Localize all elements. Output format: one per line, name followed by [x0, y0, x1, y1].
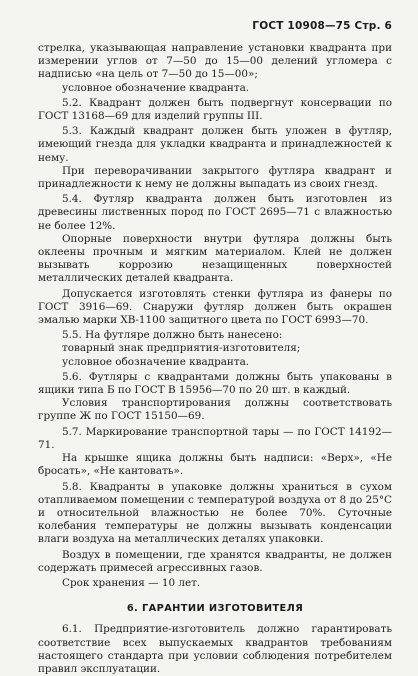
paragraph: На крышке ящика должны быть надписи: «Верх», «Не бросать», «Не кантовать». [38, 452, 392, 478]
paragraph: Опорные поверхности внутри футляра должны быть оклеены прочным и мягким материалом. Клей не должен вызывать коррозию незащищенных поверхностей металлических деталей квадранта. [38, 232, 392, 285]
paragraph: условное обозначение квадранта. [62, 355, 250, 368]
paragraph: 5.5. На футляре должно быть нанесено: [62, 329, 283, 342]
paragraph: 5.3. Каждый квадрант должен быть уложен в футляр, имеющий гнезда для укладки квадранта и принадлежностей к нему. [38, 125, 392, 164]
paragraph: стрелка, указывающая направление установки квадранта при измерении углов от 7—50 до 15—00 делений угломера с надписью «на цель от 7—50 до 15—00»; [38, 42, 392, 81]
paragraph: условное обозначение квадранта. [62, 81, 250, 94]
paragraph: 5.4. Футляр квадранта должен быть изготовлен из древесины лиственных пород по ГОСТ 2695—71 с влажностью не более 12%. [38, 193, 392, 232]
document-body [38, 42, 392, 676]
paragraph: 6.1. Предприятие-изготовитель должно гарантировать соответствие всех выпускаемых квадрантов требованиям настоящего стандарта при условии соблюдения потребителем правил эксплуатации. [38, 623, 392, 675]
paragraph: товарный знак предприятия-изготовителя; [62, 342, 301, 355]
paragraph: 5.6. Футляры с квадрантами должны быть упакованы в ящики типа Б по ГОСТ В 15956—70 по 20 шт. в каждый. [38, 370, 392, 397]
page-header: ГОСТ 10908—75 Стр. 6 [252, 20, 392, 32]
paragraph: 5.8. Квадранты в упаковке должны храниться в сухом отапливаемом помещении с температурой воздуха от 8 до 25°С и относительной влажностью не более 70%. Суточные колебания температуры не должны вызывать конденсации влаги воздуха на металлических деталях упаковки. [38, 480, 392, 546]
paragraph: Срок хранения — 10 лет. [62, 576, 201, 589]
paragraph: Воздух в помещении, где хранятся квадранты, не должен содержать примесей агрессивных газов. [38, 548, 392, 574]
paragraph: Допускается изготовлять стенки футляра из фанеры по ГОСТ 3916—69. Снаружи футляр должен быть окрашен эмалью марки ХВ-1100 защитного цвета по ГОСТ 6993—70. [38, 287, 392, 327]
paragraph: 5.7. Маркирование транспортной тары — по ГОСТ 14192—71. [38, 425, 392, 451]
paragraph: 5.2. Квадрант должен быть подвергнут консервации по ГОСТ 13168—69 для изделий группы III. [38, 96, 392, 123]
section-title: 6. ГАРАНТИИ ИЗГОТОВИТЕЛЯ [126, 603, 304, 615]
paragraph: Условия транспортирования должны соответствовать группе Ж по ГОСТ 15150—69. [38, 397, 392, 423]
paragraph: При переворачивании закрытого футляра квадрант и принадлежности к нему не должны выпадать из своих гнезд. [38, 164, 392, 191]
